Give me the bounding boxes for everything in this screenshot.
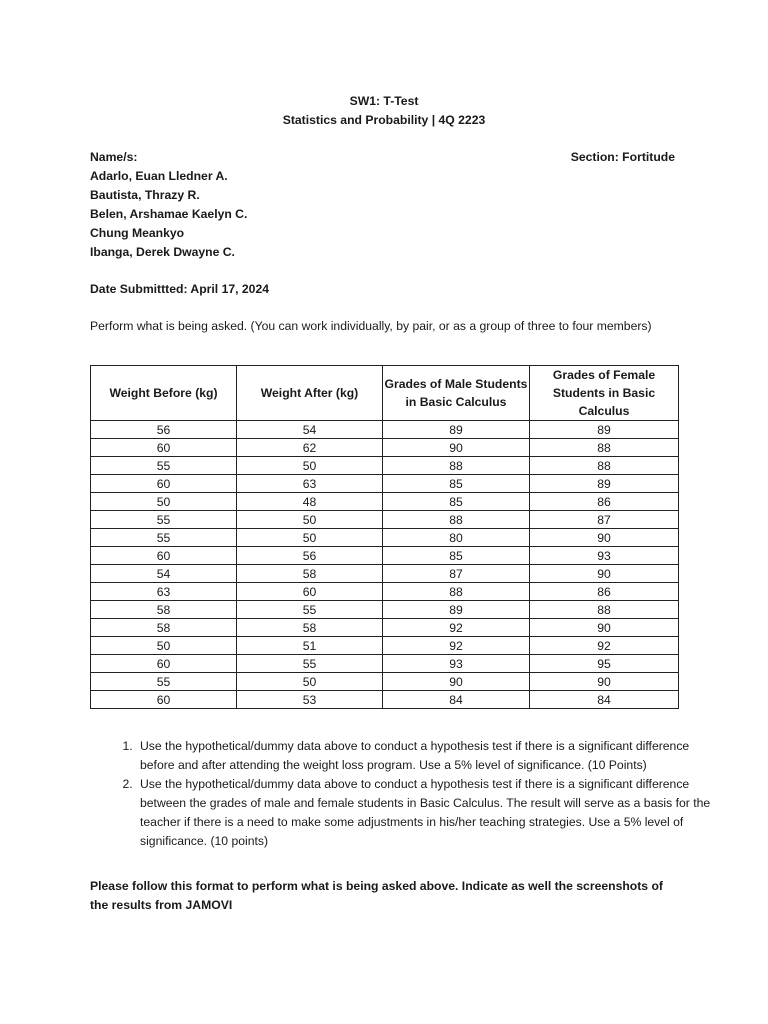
section-label: Section: Fortitude: [570, 150, 675, 164]
table-cell: 55: [91, 511, 237, 529]
closing-instruction: Please follow this format to perform what is being asked above. Indicate as well the screenshots of the results from JAMOVI: [90, 879, 663, 912]
data-table: [90, 365, 679, 709]
task-item: 2. Use the hypothetical/dummy data above to conduct a hypothesis test if there is a significant difference between the grades of male and female students in Basic Calculus. The result will serve as a basis for the teacher if there is a need to make some adjustments in his/her teaching strategies. Use a 5% level of significance. (10 points): [136, 775, 726, 851]
table-cell: 87: [530, 511, 679, 529]
table-row: [91, 583, 679, 601]
table-cell: 54: [91, 565, 237, 583]
name-item: Adarlo, Euan Lledner A.: [90, 169, 228, 183]
table-row: [91, 511, 679, 529]
table-cell: 90: [383, 673, 530, 691]
table-cell: 63: [237, 475, 383, 493]
table-row: [91, 565, 679, 583]
table-cell: 93: [383, 655, 530, 673]
table-row: [91, 529, 679, 547]
task-list: [90, 737, 726, 851]
table-cell: 51: [237, 637, 383, 655]
table-cell: 84: [530, 691, 679, 709]
table-cell: 55: [237, 601, 383, 619]
table-body: [91, 421, 679, 709]
table-cell: 85: [383, 493, 530, 511]
table-row: [91, 619, 679, 637]
table-cell: 58: [237, 619, 383, 637]
names-block: [90, 148, 247, 262]
date-submitted: Date Submittted: April 17, 2024: [90, 282, 270, 296]
table-cell: 88: [383, 511, 530, 529]
table-row: [91, 421, 679, 439]
name-item: Belen, Arshamae Kaelyn C.: [90, 207, 248, 221]
table-cell: 58: [91, 601, 237, 619]
table-cell: 88: [383, 583, 530, 601]
table-row: [91, 691, 679, 709]
table-cell: 90: [530, 619, 679, 637]
table-cell: 88: [530, 457, 679, 475]
table-cell: 60: [91, 439, 237, 457]
table-cell: 55: [91, 529, 237, 547]
table-row: [91, 457, 679, 475]
table-cell: 80: [383, 529, 530, 547]
table-cell: 50: [237, 673, 383, 691]
table-row: [91, 439, 679, 457]
column-header: Grades of Female Students in Basic Calculus: [530, 366, 679, 421]
table-cell: 50: [91, 637, 237, 655]
name-item: Chung Meankyo: [90, 226, 185, 240]
table-cell: 55: [91, 457, 237, 475]
table-cell: 60: [91, 547, 237, 565]
table-cell: 60: [91, 691, 237, 709]
instructions-text: Perform what is being asked. (You can work individually, by pair, or as a group of three to four members): [90, 319, 652, 333]
table-cell: 48: [237, 493, 383, 511]
table-cell: 53: [237, 691, 383, 709]
table-cell: 92: [383, 619, 530, 637]
name-item: Ibanga, Derek Dwayne C.: [90, 245, 235, 259]
table-row: [91, 475, 679, 493]
table-cell: 60: [91, 475, 237, 493]
table-cell: 87: [383, 565, 530, 583]
table-cell: 92: [383, 637, 530, 655]
table-cell: 90: [383, 439, 530, 457]
table-cell: 85: [383, 475, 530, 493]
table-cell: 89: [530, 475, 679, 493]
title-block: [0, 92, 768, 130]
table-cell: 90: [530, 673, 679, 691]
column-header: Weight Before (kg): [91, 366, 237, 421]
table-cell: 86: [530, 493, 679, 511]
table-row: [91, 655, 679, 673]
table-row: [91, 547, 679, 565]
table-cell: 55: [91, 673, 237, 691]
table-cell: 89: [530, 421, 679, 439]
table-cell: 54: [237, 421, 383, 439]
column-header: Weight After (kg): [237, 366, 383, 421]
table-cell: 95: [530, 655, 679, 673]
table-cell: 50: [237, 457, 383, 475]
document-title: SW1: T-Test: [349, 94, 419, 108]
table-cell: 92: [530, 637, 679, 655]
table-cell: 58: [237, 565, 383, 583]
table-cell: 90: [530, 529, 679, 547]
table-cell: 93: [530, 547, 679, 565]
table-cell: 56: [237, 547, 383, 565]
table-row: [91, 493, 679, 511]
table-cell: 50: [237, 529, 383, 547]
table-cell: 84: [383, 691, 530, 709]
table-cell: 89: [383, 421, 530, 439]
table-header-row: [91, 366, 679, 421]
column-header: Grades of Male Students in Basic Calculus: [383, 366, 530, 421]
table-cell: 90: [530, 565, 679, 583]
table-row: [91, 601, 679, 619]
task-item: 1. Use the hypothetical/dummy data above to conduct a hypothesis test if there is a significant difference before and after attending the weight loss program. Use a 5% level of significance. (10 Points): [136, 737, 726, 775]
table-row: [91, 673, 679, 691]
document-subtitle: Statistics and Probability | 4Q 2223: [282, 113, 486, 127]
table-cell: 55: [237, 655, 383, 673]
table-cell: 58: [91, 619, 237, 637]
table-cell: 60: [91, 655, 237, 673]
table-cell: 89: [383, 601, 530, 619]
table-cell: 86: [530, 583, 679, 601]
table-cell: 56: [91, 421, 237, 439]
table-cell: 60: [237, 583, 383, 601]
table-row: [91, 637, 679, 655]
table-cell: 88: [530, 601, 679, 619]
table-cell: 85: [383, 547, 530, 565]
table-cell: 63: [91, 583, 237, 601]
name-item: Bautista, Thrazy R.: [90, 188, 200, 202]
names-label: Name/s:: [90, 150, 138, 164]
table-cell: 62: [237, 439, 383, 457]
table-cell: 50: [91, 493, 237, 511]
table-cell: 88: [383, 457, 530, 475]
table-cell: 88: [530, 439, 679, 457]
table-cell: 50: [237, 511, 383, 529]
